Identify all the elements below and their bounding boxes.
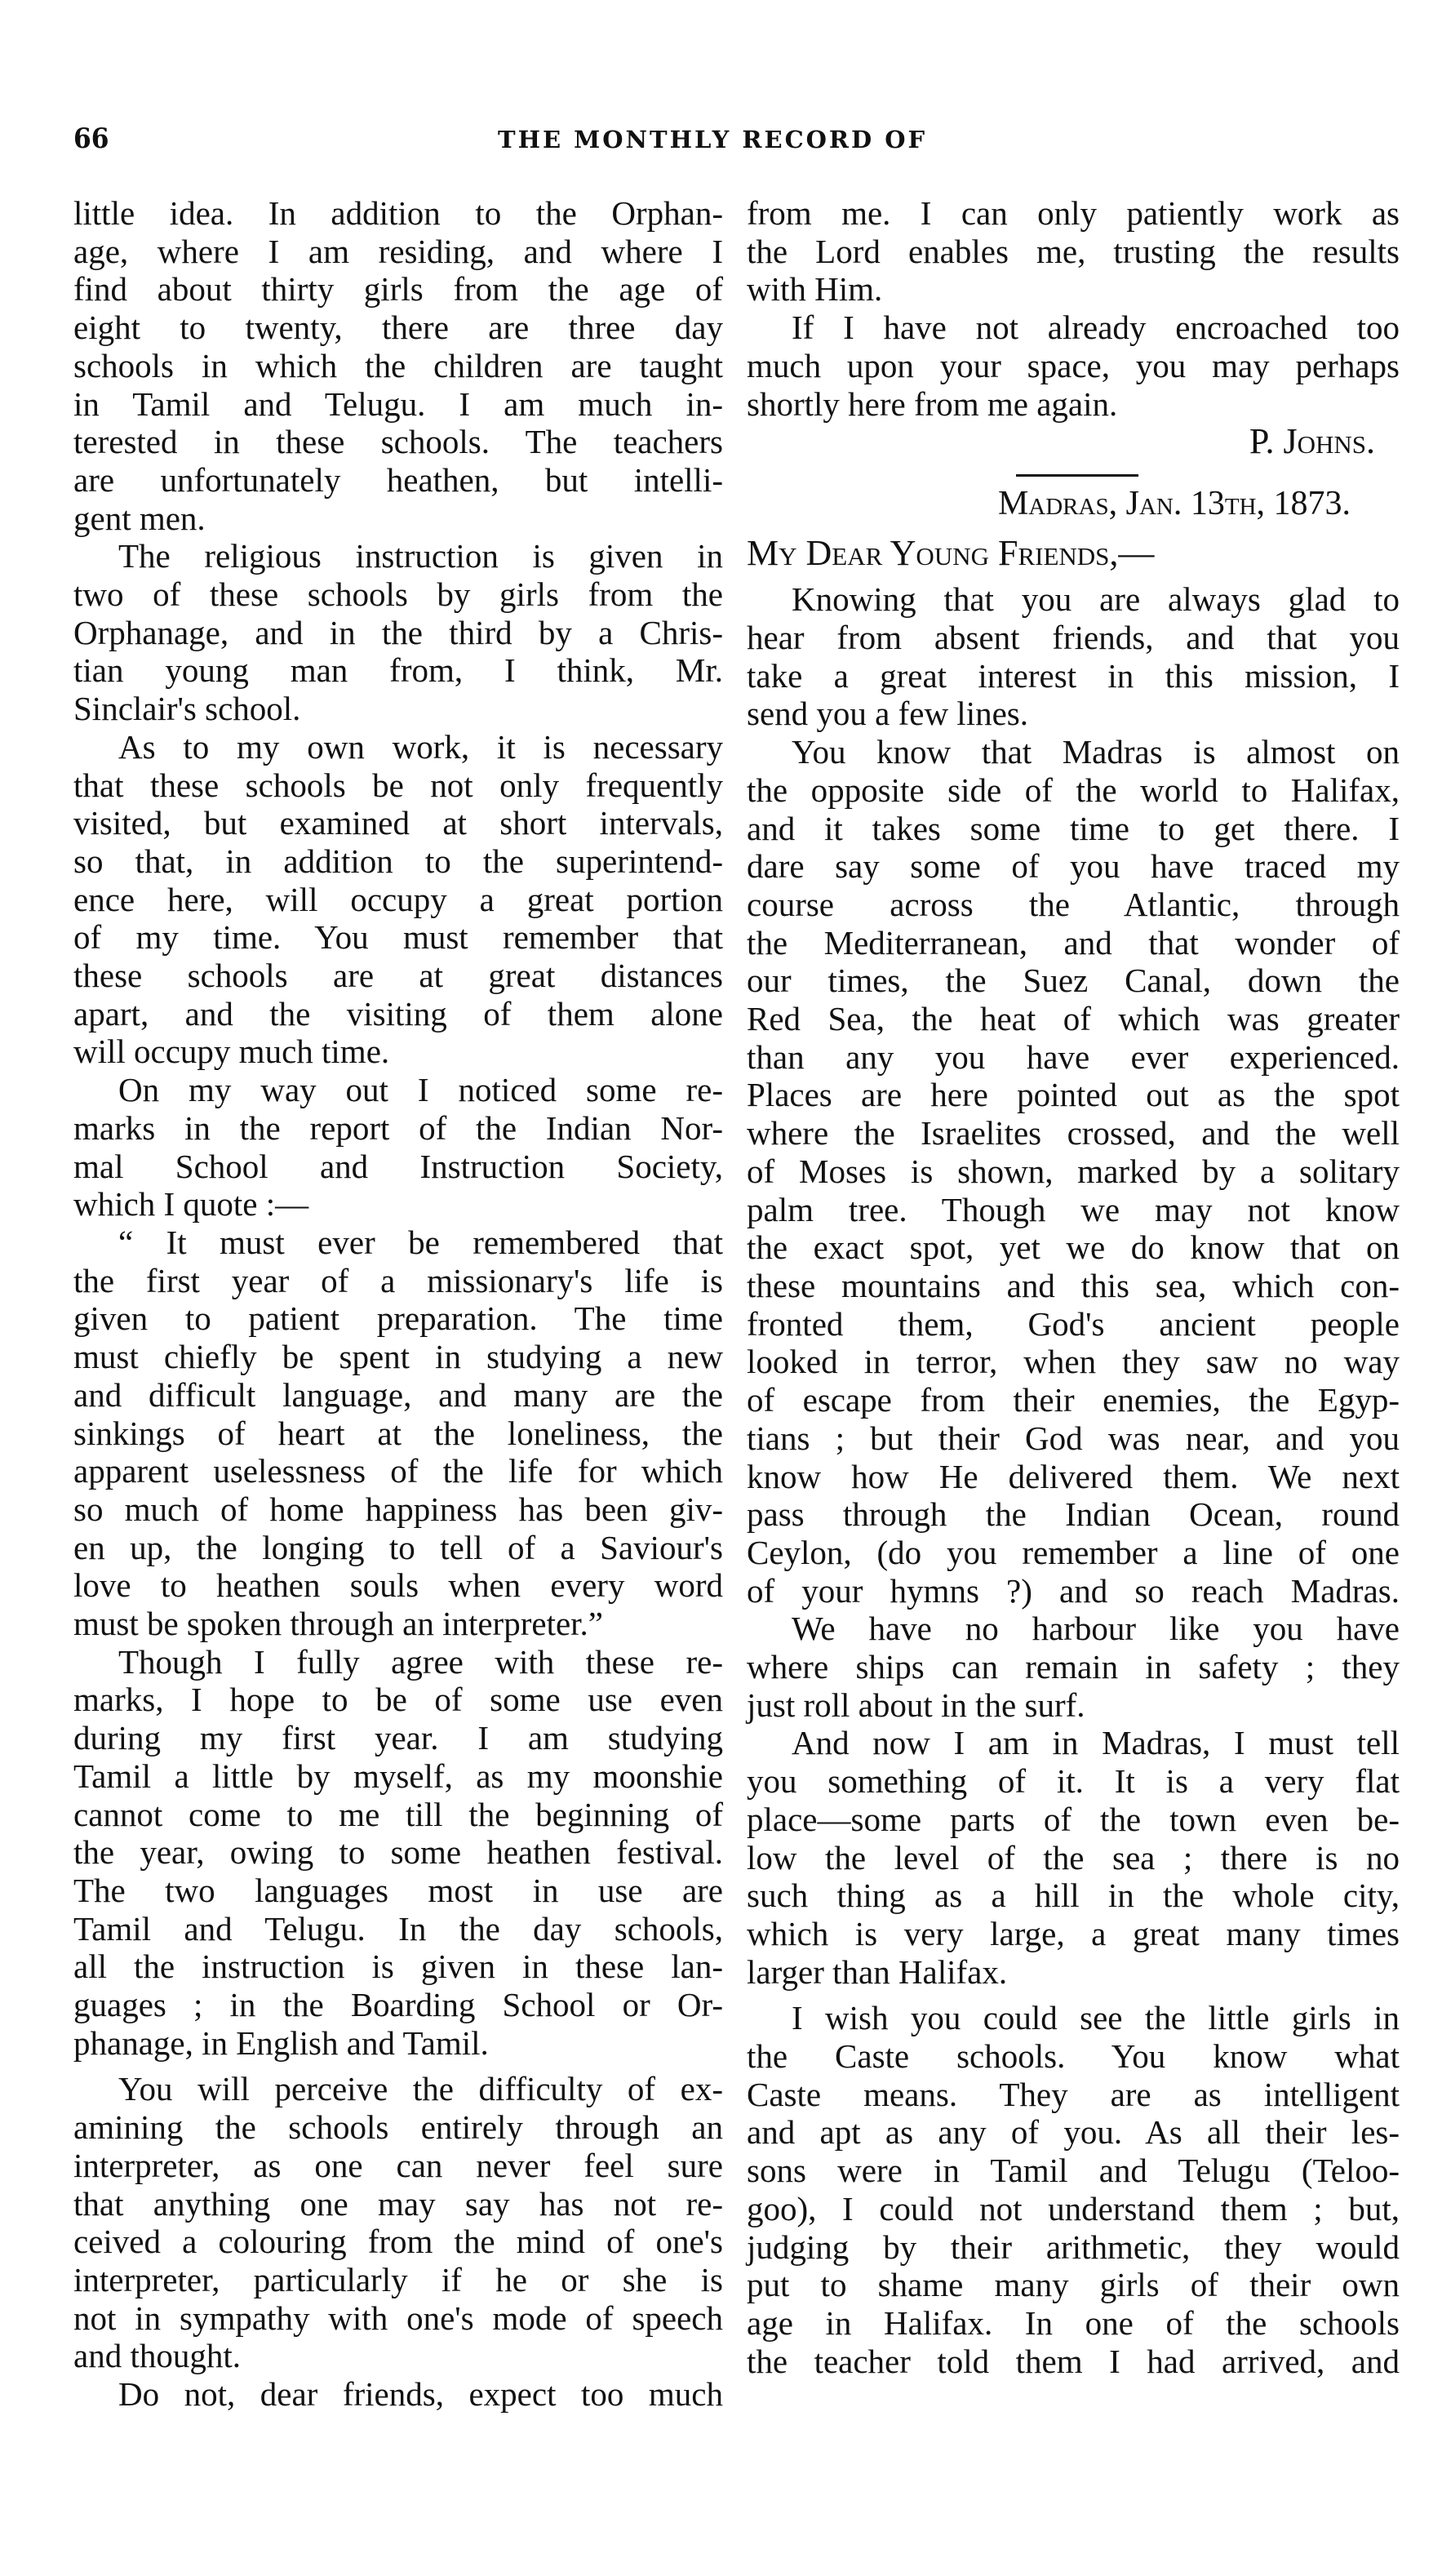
text-line: Though I fully agree with these re- <box>118 1642 723 1681</box>
text-line: that these schools be not only frequently <box>73 766 723 804</box>
text-line: which I quote :— <box>73 1185 309 1224</box>
text-line: visited, but examined at short intervals, <box>73 804 723 842</box>
text-line: “ It must ever be remembered that <box>118 1223 723 1261</box>
text-line: not in sympathy with one's mode of speech <box>73 2298 723 2337</box>
text-line: Places are here pointed out as the spot <box>747 1076 1400 1114</box>
text-line: so that, in addition to the superintend- <box>73 842 723 880</box>
text-line: of my time. You must remember that <box>73 918 723 957</box>
text-line: the teacher told them I had arrived, and <box>747 2342 1400 2380</box>
text-line: which is very large, a great many times <box>747 1914 1400 1952</box>
text-line: pass through the Indian Ocean, round <box>747 1495 1400 1534</box>
text-line: Do not, dear friends, expect too much <box>118 2375 723 2414</box>
text-line: in Tamil and Telugu. I am much in- <box>73 384 723 423</box>
text-line: As to my own work, it is necessary <box>118 727 723 766</box>
text-line: all the instruction is given in these lan- <box>73 1948 723 1986</box>
text-line: put to shame many girls of their own <box>747 2266 1400 2304</box>
text-line: I wish you could see the little girls in <box>792 1999 1400 2037</box>
text-line: will occupy much time. <box>73 1033 390 1071</box>
text-line: ence here, will occupy a great portion <box>73 880 723 918</box>
text-line: Tamil and Telugu. In the day schools, <box>73 1909 723 1948</box>
text-line: And now I am in Madras, I must tell <box>792 1724 1400 1762</box>
text-line: the Mediterranean, and that wonder of <box>747 923 1400 962</box>
text-line: where ships can remain in safety ; they <box>747 1648 1400 1686</box>
page-number: 66 <box>73 122 109 155</box>
text-line: gent men. <box>73 499 206 537</box>
text-line: schools in which the children are taught <box>73 346 723 384</box>
text-line: must chiefly be spent in studying a new <box>73 1338 723 1376</box>
text-line: You know that Madras is almost on <box>792 733 1400 771</box>
text-line: If I have not already encroached too <box>792 309 1400 347</box>
text-line: eight to twenty, there are three day <box>73 309 723 347</box>
text-line: dare say some of you have traced my <box>747 847 1400 886</box>
text-line: take a great interest in this mission, I <box>747 656 1400 695</box>
text-line: Caste means. They are as intelligent <box>747 2075 1400 2113</box>
right-column-top-text <box>747 194 1400 423</box>
text-line: during my first year. I am studying <box>73 1719 723 1757</box>
text-line: apparent uselessness of the life for which <box>73 1452 723 1490</box>
text-line: Tamil a little by myself, as my moonshie <box>73 1757 723 1795</box>
text-line: mal School and Instruction Society, <box>73 1147 723 1185</box>
text-line: goo), I could not understand them ; but, <box>747 2189 1400 2227</box>
text-line: that anything one may say has not re- <box>73 2184 723 2223</box>
text-line: place—some parts of the town even be- <box>747 1800 1400 1838</box>
text-line: interpreter, as one can never feel sure <box>73 2146 723 2184</box>
text-line: guages ; in the Boarding School or Or- <box>73 1986 723 2024</box>
text-line: phanage, in English and Tamil. <box>73 2023 489 2062</box>
text-line: and difficult language, and many are the <box>73 1375 723 1414</box>
text-line: age, where I am residing, and where I <box>73 232 723 270</box>
text-line: given to patient preparation. The time <box>73 1299 723 1338</box>
text-line: Knowing that you are always glad to <box>792 580 1400 619</box>
letter-salutation: My Dear Young Friends,— <box>747 532 1155 573</box>
section-divider <box>1016 474 1138 477</box>
text-line: On my way out I noticed some re- <box>118 1071 723 1109</box>
text-line: amining the schools entirely through an <box>73 2108 723 2147</box>
text-line: know how He delivered them. We next <box>747 1457 1400 1495</box>
text-line: and thought. <box>73 2337 241 2375</box>
text-line: and it takes some time to get there. I <box>747 809 1400 847</box>
text-line: terested in these schools. The teachers <box>73 423 723 461</box>
left-column <box>73 194 723 2414</box>
text-line: of escape from their enemies, the Egyp- <box>747 1381 1400 1419</box>
text-line: the exact spot, yet we do know that on <box>747 1228 1400 1267</box>
text-line: ceived a colouring from the mind of one's <box>73 2223 723 2261</box>
text-line: course across the Atlantic, through <box>747 885 1400 923</box>
text-line: so much of home happiness has been giv- <box>73 1490 723 1528</box>
text-line: age in Halifax. In one of the schools <box>747 2303 1400 2342</box>
text-line: these mountains and this sea, which con- <box>747 1266 1400 1304</box>
text-line: our times, the Suez Canal, down the <box>747 962 1400 1000</box>
text-line: than any you have ever experienced. <box>747 1037 1400 1076</box>
text-line: you something of it. It is a very flat <box>747 1762 1400 1801</box>
text-line: interpreter, particularly if he or she is <box>73 2260 723 2298</box>
text-line: cannot come to me till the beginning of <box>73 1795 723 1833</box>
text-line: sons were in Tamil and Telugu (Teloo- <box>747 2152 1400 2190</box>
text-line: love to heathen souls when every word <box>73 1566 723 1605</box>
letter-signature: P. Johns. <box>1249 421 1375 462</box>
text-line: such thing as a hill in the whole city, <box>747 1876 1400 1915</box>
text-line: much upon your space, you may perhaps <box>747 346 1400 384</box>
text-line: marks, I hope to be of some use even <box>73 1681 723 1719</box>
text-line: Ceylon, (do you remember a line of one <box>747 1533 1400 1571</box>
text-line: palm tree. Though we may not know <box>747 1190 1400 1228</box>
running-head: THE MONTHLY RECORD OF <box>498 126 928 153</box>
text-line: Sinclair's school. <box>73 690 301 728</box>
text-line: Orphanage, and in the third by a Chris- <box>73 613 723 651</box>
text-line: of your hymns ?) and so reach Madras. <box>747 1571 1400 1610</box>
text-line: The religious instruction is given in <box>118 537 723 575</box>
text-line: shortly here from me again. <box>747 384 1118 423</box>
text-line: apart, and the visiting of them alone <box>73 994 723 1033</box>
text-line: marks in the report of the Indian Nor- <box>73 1108 723 1147</box>
text-line: tian young man from, I think, Mr. <box>73 651 723 690</box>
text-line: the Caste schools. You know what <box>747 2037 1400 2076</box>
text-line: the first year of a missionary's life is <box>73 1261 723 1299</box>
text-line: little idea. In addition to the Orphan- <box>73 194 723 232</box>
text-line: just roll about in the surf. <box>747 1686 1085 1724</box>
text-line: larger than Halifax. <box>747 1952 1008 1991</box>
text-line: the Lord enables me, trusting the results <box>747 232 1400 270</box>
letter-dateline: Madras, Jan. 13th, 1873. <box>997 484 1351 522</box>
text-line: fronted them, God's ancient people <box>747 1304 1400 1343</box>
text-line: from me. I can only patiently work as <box>747 194 1400 232</box>
text-line: send you a few lines. <box>747 695 1028 733</box>
text-line: where the Israelites crossed, and the well <box>747 1114 1400 1153</box>
text-line: of Moses is shown, marked by a solitary <box>747 1152 1400 1190</box>
text-line: and apt as any of you. As all their les- <box>747 2113 1400 2152</box>
text-line: must be spoken through an interpreter.” <box>73 1605 603 1643</box>
text-line: en up, the longing to tell of a Saviour's <box>73 1528 723 1566</box>
text-line: with Him. <box>747 270 883 309</box>
text-line: find about thirty girls from the age of <box>73 270 723 309</box>
right-column-body-text <box>747 580 1400 2380</box>
right-column <box>747 194 1400 2380</box>
text-line: Red Sea, the heat of which was greater <box>747 1000 1400 1038</box>
text-line: low the level of the sea ; there is no <box>747 1838 1400 1876</box>
text-line: these schools are at great distances <box>73 957 723 995</box>
text-line: are unfortunately heathen, but intelli- <box>73 460 723 499</box>
text-line: sinkings of heart at the loneliness, the <box>73 1414 723 1452</box>
text-line: You will perceive the difficulty of ex- <box>118 2070 723 2108</box>
text-line: the year, owing to some heathen festival. <box>73 1833 723 1872</box>
text-line: looked in terror, when they saw no way <box>747 1343 1400 1381</box>
text-line: hear from absent friends, and that you <box>747 619 1400 657</box>
text-line: judging by their arithmetic, they would <box>747 2227 1400 2266</box>
text-line: the opposite side of the world to Halifax, <box>747 771 1400 809</box>
text-line: tians ; but their God was near, and you <box>747 1419 1400 1457</box>
text-line: two of these schools by girls from the <box>73 575 723 614</box>
text-line: We have no harbour like you have <box>792 1610 1400 1648</box>
text-line: The two languages most in use are <box>73 1871 723 1909</box>
page-header <box>73 122 1379 171</box>
